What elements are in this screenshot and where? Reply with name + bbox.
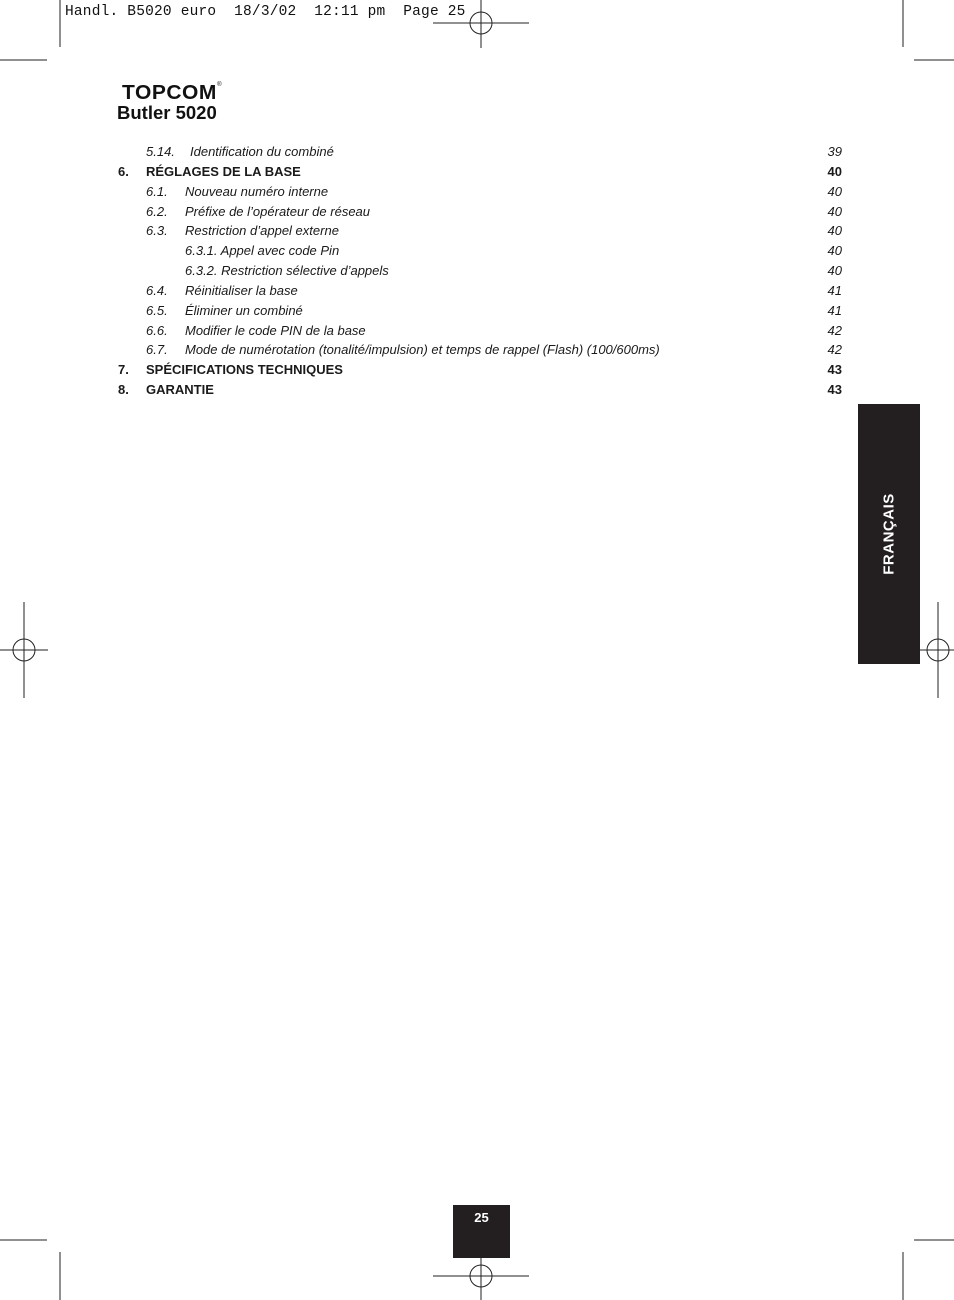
toc-title: Préfixe de l’opérateur de réseau bbox=[185, 203, 371, 219]
toc-title: Restriction d’appel externe bbox=[185, 223, 339, 239]
product-title: Butler 5020 bbox=[117, 102, 217, 123]
toc-number: 6.4. bbox=[146, 282, 168, 298]
toc-page: 40 bbox=[827, 163, 842, 179]
toc-number: 5.14. bbox=[146, 144, 175, 159]
toc-entry-6-4[interactable] bbox=[118, 281, 842, 301]
toc-title: Nouveau numéro interne bbox=[185, 183, 329, 199]
toc-page: 40 bbox=[827, 263, 842, 279]
language-label: FRANÇAIS bbox=[880, 493, 898, 575]
toc-number: 6.5. bbox=[146, 302, 168, 318]
toc-page: 41 bbox=[827, 302, 842, 318]
toc-entry-5-14[interactable] bbox=[118, 142, 842, 162]
toc-entry-6-1[interactable] bbox=[118, 182, 842, 202]
trademark-symbol: ® bbox=[216, 82, 223, 88]
page-number: 25 bbox=[474, 1210, 489, 1225]
toc-title: Identification du combiné bbox=[190, 144, 334, 159]
toc-title: RÉGLAGES DE LA BASE bbox=[146, 163, 301, 179]
toc-entry-6-3-1[interactable] bbox=[118, 241, 842, 261]
toc-page: 39 bbox=[827, 144, 842, 159]
logo-text: TOPCOM bbox=[122, 82, 217, 104]
toc-number: 6.1. bbox=[146, 183, 168, 199]
print-slug: Handl. B5020 euro 18/3/02 12:11 pm Page 25 bbox=[65, 4, 466, 20]
table-of-contents bbox=[118, 142, 842, 400]
toc-page: 43 bbox=[827, 362, 842, 378]
toc-entry-6-7[interactable] bbox=[118, 340, 842, 360]
toc-entry-6-2[interactable] bbox=[118, 202, 842, 222]
toc-title: Mode de numérotation (tonalité/impulsion) et temps de rappel (Flash) (100/600ms) bbox=[185, 342, 660, 358]
toc-page: 41 bbox=[827, 282, 842, 298]
toc-title: Éliminer un combiné bbox=[185, 302, 303, 318]
toc-page: 40 bbox=[827, 203, 842, 219]
toc-number: 6.2. bbox=[146, 203, 168, 219]
toc-title: 6.3.1. Appel avec code Pin bbox=[185, 243, 340, 259]
toc-title: 6.3.2. Restriction sélective d’appels bbox=[185, 263, 389, 279]
toc-page: 43 bbox=[827, 382, 842, 398]
toc-entry-8[interactable] bbox=[118, 380, 842, 400]
toc-number: 6.6. bbox=[146, 322, 168, 338]
toc-number: 6.3. bbox=[146, 223, 168, 239]
toc-title: GARANTIE bbox=[146, 382, 214, 398]
toc-entry-6-3[interactable] bbox=[118, 221, 842, 241]
toc-page: 42 bbox=[827, 342, 842, 358]
toc-title: SPÉCIFICATIONS TECHNIQUES bbox=[146, 362, 343, 378]
toc-page: 40 bbox=[827, 223, 842, 239]
toc-number: 6.7. bbox=[146, 342, 168, 358]
toc-title: Réinitialiser la base bbox=[185, 282, 298, 298]
toc-page: 40 bbox=[827, 183, 842, 199]
toc-entry-7[interactable] bbox=[118, 360, 842, 380]
toc-number: 7. bbox=[118, 362, 129, 378]
toc-page: 42 bbox=[827, 322, 842, 338]
toc-entry-6-6[interactable] bbox=[118, 321, 842, 341]
toc-number: 8. bbox=[118, 382, 129, 398]
toc-number: 6. bbox=[118, 163, 129, 179]
toc-entry-6-5[interactable] bbox=[118, 301, 842, 321]
language-side-tab bbox=[858, 404, 920, 664]
page-number-box bbox=[453, 1205, 510, 1258]
toc-title: Modifier le code PIN de la base bbox=[185, 322, 366, 338]
toc-page: 40 bbox=[827, 243, 842, 259]
toc-entry-6[interactable] bbox=[118, 162, 842, 182]
toc-entry-6-3-2[interactable] bbox=[118, 261, 842, 281]
